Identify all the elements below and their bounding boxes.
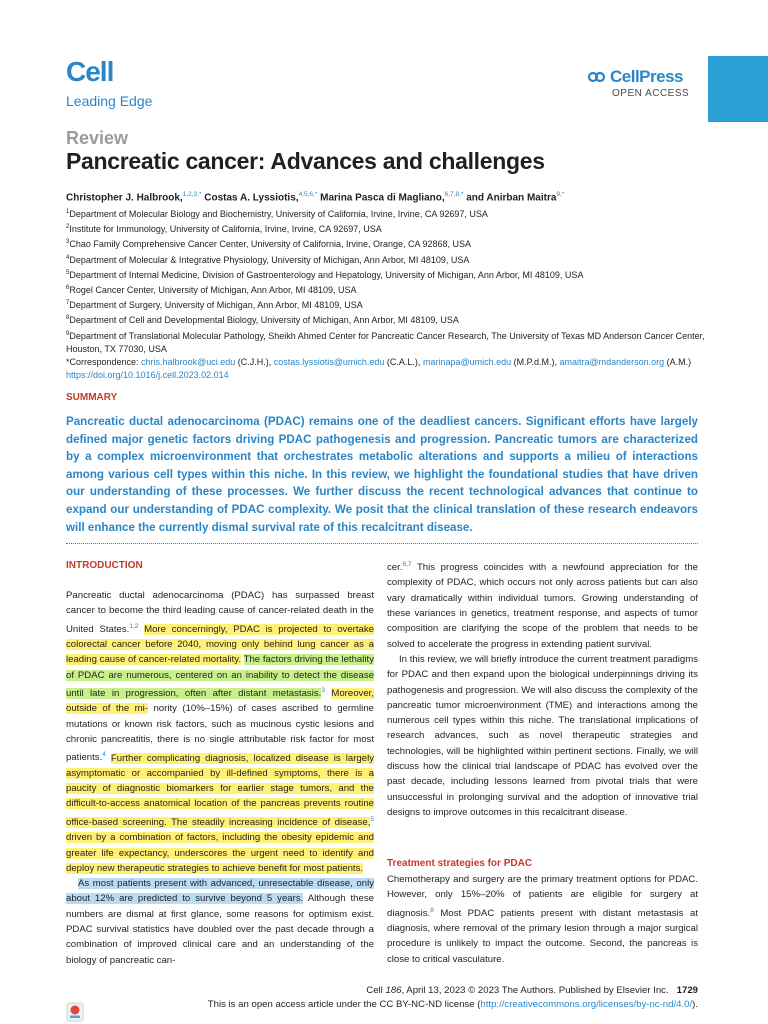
affiliation: $^5$Department of Internal Medicine, Division of Gastroenterology and Hepatology, University of Michigan, Ann Arbor, MI 48109, USA	[66, 269, 584, 280]
right-column	[387, 557, 698, 820]
summary-heading: SUMMARY	[66, 392, 118, 403]
highlight-green: The factors driving the lethality of PDAC are numerous, centered on an inability to detect the disease until late in progression, often after distant metastasis.	[66, 654, 374, 700]
author-affil-ref[interactable]: 6,7,8,*	[444, 191, 464, 198]
intro-paragraph: cer.$^{6,7}$ This progress coincides with a newfound appreciation for the complexity of PDAC, which occurs not only across patients but can also vary dramatically within individual tumors. Growing understanding of these variances in genetics, treatment response, and aspects of tumor composition are clarifying the scope of the problem that needs to be solved to accelerate the progress in extending patient survival.	[387, 561, 698, 650]
treatment-text: Chemotherapy and surgery are the primary treatment options for PDAC. However, only 15%–20% of patients are eligible for surgery at diagnosis.$^8$ Most PDAC patients present with distant metastasis at diagnosis, where removal of the primary lesion through a major surgical procedure is unlikely to impact the outcome. Second, the pancreas is close to critical vasculature.	[387, 874, 698, 965]
reference-link[interactable]: 8	[430, 906, 434, 914]
reference-link[interactable]: 1,2	[129, 622, 139, 630]
affiliations	[66, 206, 706, 382]
affiliation: $^6$Rogel Cancer Center, University of Michigan, Ann Arbor, MI 48109, USA	[66, 285, 357, 296]
reference-link[interactable]: 3	[321, 686, 325, 694]
summary-divider	[66, 543, 698, 544]
highlight-yellow: More concerningly, PDAC is projected to overtake colorectal cancer before 2040, moving only behind lung cancer as a leading cause of cancer-related mortality.	[66, 623, 374, 666]
affiliation: $^8$Department of Cell and Developmental Biology, University of Michigan, Ann Arbor, MI 48109, USA	[66, 315, 459, 326]
article-title: Pancreatic cancer: Advances and challenges	[66, 148, 545, 174]
affiliation: $^1$Department of Molecular Biology and Biochemistry, University of California, Irvine, Irvine, CA 92697, USA	[66, 209, 488, 219]
journal-name: Cell	[66, 56, 114, 87]
page-number: 1729	[676, 985, 698, 996]
affiliation: $^2$Institute for Immunology, University of California, Irvine, Irvine, CA 92697, USA	[66, 224, 382, 235]
intro-paragraph: As most patients present with advanced, unresectable disease, only about 12% are predicted to survive beyond 5 years. Although these numbers are dismal at first glance, some reasons for optimism exist. PDAC survival statistics have doubled over the past decade through a combination of improved clinical care and an understanding of the biology of pancreatic can-	[66, 878, 374, 966]
section-color-tab	[708, 56, 768, 122]
article-type: Review	[66, 128, 129, 148]
citation-line: Cell 186, April 13, 2023 © 2023 The Authors. Published by Elsevier Inc. 1729	[366, 985, 698, 996]
email-link[interactable]: amaitra@mdanderson.org	[559, 357, 665, 368]
cellpress-logo-icon	[588, 70, 606, 84]
author-name[interactable]: Costas A. Lyssiotis,	[201, 192, 299, 204]
email-link[interactable]: costas.lyssiotis@umich.edu	[273, 357, 385, 368]
correspondence: *Correspondence: chris.halbrook@uci.edu (C.J.H.), costas.lyssiotis@umich.edu (C.A.L.), marinapa@umich.edu (M.P.d.M.), amaitra@mdanderson.org (A.M.)	[66, 357, 692, 368]
highlight-blue: As most patients present with advanced, unresectable disease, only about 12% are predicted to survive beyond 5 years.	[66, 878, 374, 905]
highlight-yellow: Further complicating diagnosis, localized disease is largely asymptomatic or accompanied by ill-defined symptoms, there is a paucity of diagnostic biomarkers for earlier stage tumors, and the difficult-to-access anatomical location of the pancreas prevents routine office-based screening. The steadily increasing incidence of disease,	[66, 752, 374, 828]
email-link[interactable]: marinapa@umich.edu	[422, 357, 512, 368]
reference-link[interactable]: 6,7	[402, 561, 412, 568]
license-link[interactable]: http://creativecommons.org/licenses/by-nc-nd/4.0/	[480, 999, 693, 1010]
summary-text: Pancreatic ductal adenocarcinoma (PDAC) remains one of the deadliest cancers. Significant efforts have largely defined major genetic factors driving PDAC pathogenesis and progression. Pancreatic tumors are characterized by a complex microenvironment that orchestrates metabolic alterations and supports a milieu of interactions among various cell types within this niche. In this review, we highlight the foundational studies that have driven our understanding of these processes. We further discuss the recent technological advances that continue to expand our understanding of PDAC complexity. We posit that the clinical translation of these research endeavors will enhance the currently dismal survival rate of this recalcitrant disease.	[66, 415, 698, 534]
affiliation: $^4$Department of Molecular & Integrative Physiology, University of Michigan, Ann Arbor, MI 48109, USA	[66, 254, 470, 265]
author-name[interactable]: Marina Pasca di Magliano,	[317, 192, 445, 204]
author-affil-ref[interactable]: 1,2,3,*	[182, 191, 202, 198]
affiliation: $^7$Department of Surgery, University of Michigan, Ann Arbor, MI 48109, USA	[66, 300, 363, 311]
author-affil-ref[interactable]: 9,*	[556, 191, 565, 198]
intro-paragraph: Pancreatic ductal adenocarcinoma (PDAC) has surpassed breast cancer to become the third leading cause of cancer-related death in the United States.$^{1,2}$ More concerningly, PDAC is projected to overtake colorectal cancer before 2040, moving only behind lung cancer as a leading cause of cancer-related mortality. The factors driving the lethality of PDAC are numerous, centered on an inability to detect the disease until late in progression, often after distant metastasis.$^3$ Moreover, outside of the mi- nority (10%–15%) of cases ascribed to germline mutations or known risk factors, such as mucinous cystic lesions and chronic pancreatitis, there is no single attributable risk factor for most patients.$^4$ Further complicating diagnosis, localized disease is largely asymptomatic or accompanied by ill-defined symptoms, there is a paucity of diagnostic biomarkers for earlier stage tumors, and the difficult-to-access anatomical location of the pancreas prevents routine office-based screening. The steadily increasing incidence of disease,$^5$ driven by a combination of factors, including the obesity epidemic and greater life expectancy, underscores the urgent need to identify and deploy new therapeutic strategies to achieve benefit for most patients.	[66, 590, 374, 874]
author-list	[66, 191, 706, 203]
publisher-name: CellPress	[610, 67, 683, 86]
crossmark-icon[interactable]	[66, 1002, 84, 1022]
reference-link[interactable]: 5	[370, 815, 374, 823]
author-affil-ref[interactable]: 4,5,6,*	[298, 191, 318, 198]
publisher-logo[interactable]	[588, 67, 683, 87]
introduction-heading: INTRODUCTION	[66, 560, 143, 571]
open-access-label: OPEN ACCESS	[612, 88, 690, 99]
highlight-yellow: driven by a combination of factors, including the obesity epidemic and greater life expectancy, underscores the urgent need to identify and deploy new therapeutic strategies to achieve benefit for most patients.	[66, 832, 374, 874]
intro-paragraph: In this review, we will briefly introduce the current treatment paradigms for PDAC and then expand upon the biological underpinnings driving its pathogenesis and progression. We will also discuss the complexity of the pancreatic tumor microenvironment (TME) and interactions among the numerous cell types within this niche. The translational implications of research advances, such as novel therapeutic strategies and technologies, will be highlighted within pertinent sections. Finally, we will discuss how the clinical trial landscape of PDAC has evolved over the past decade, including lessons learned from pivotal trials that were unsuccessful in prolonging survival and the adoption of innovative trial designs to improve outcomes in this recalcitrant disease.	[387, 653, 698, 818]
license-line: This is an open access article under the CC BY-NC-ND license (http://creativecommons.org/licenses/by-nc-nd/4.0/).	[207, 999, 698, 1010]
author-name[interactable]: Christopher J. Halbrook,	[66, 192, 183, 204]
email-link[interactable]: chris.halbrook@uci.edu	[141, 357, 236, 368]
journal-section: Leading Edge	[66, 93, 153, 109]
affiliation: $^3$Chao Family Comprehensive Cancer Center, University of California, Irvine, Orange, CA 92868, USA	[66, 239, 472, 250]
highlight-yellow: Moreover, outside of the mi-	[66, 688, 374, 715]
left-column	[66, 588, 374, 968]
treatment-subheading: Treatment strategies for PDAC	[387, 858, 533, 869]
author-name[interactable]: and Anirban Maitra	[463, 192, 557, 204]
affiliation: $^9$Department of Translational Molecular Pathology, Sheikh Ahmed Center for Pancreatic Cancer Research, The University of Texas MD Anderson Cancer Center, Houston, TX 77030, USA	[66, 330, 705, 354]
doi-link[interactable]: https://doi.org/10.1016/j.cell.2023.02.014	[66, 370, 229, 381]
reference-link[interactable]: 4	[102, 751, 106, 759]
